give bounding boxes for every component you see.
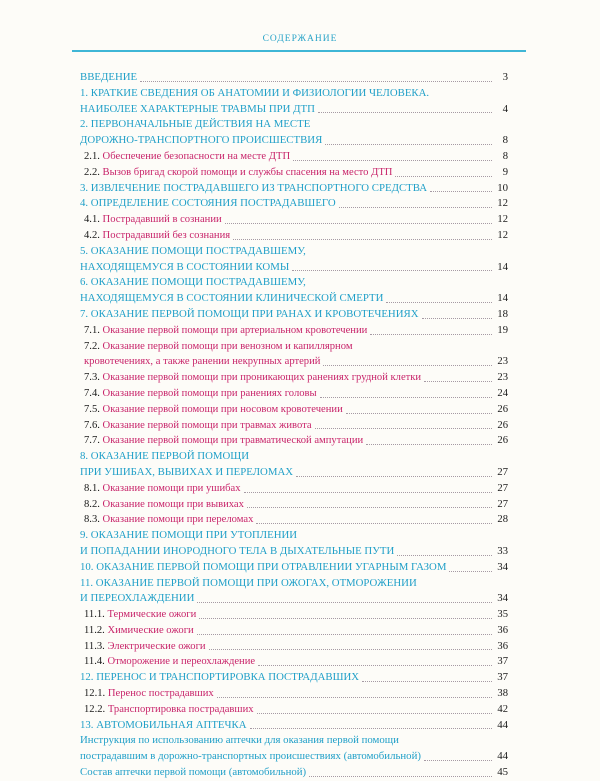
dot-leader — [244, 492, 493, 493]
toc-entry-title: И ПЕРЕОХЛАЖДЕНИИ — [80, 592, 195, 605]
toc-entry-title: ВВЕДЕНИЕ — [80, 71, 138, 83]
toc-entry-title: Инструкция по использованию аптечки для оказания первой помощи — [80, 734, 399, 747]
dot-leader — [309, 776, 492, 777]
toc-entry[interactable] — [80, 576, 508, 608]
toc-entry-page: 44 — [497, 750, 508, 763]
toc-entry-title: Оказание помощи при переломах — [102, 514, 254, 526]
toc-entry-title: Оказание первой помощи при травмах живота — [102, 419, 312, 431]
toc-entry-page: 33 — [497, 544, 508, 557]
toc-entry-title: ПЕРЕНОС И ТРАНСПОРТИРОВКА ПОСТРАДАВШИХ — [96, 671, 360, 684]
dot-leader — [233, 239, 492, 240]
toc-entry[interactable] — [80, 718, 508, 734]
toc-entry-title: И ПОПАДАНИИ ИНОРОДНОГО ТЕЛА В ДЫХАТЕЛЬНЫЕ ПУТИ — [80, 544, 395, 557]
toc-entry-title: НАИБОЛЕЕ ХАРАКТЕРНЫЕ ТРАВМЫ ПРИ ДТП — [80, 102, 315, 115]
dot-leader — [323, 365, 492, 366]
toc-entry[interactable] — [80, 212, 508, 228]
toc-entry-page: 26 — [497, 419, 508, 431]
toc-entry[interactable] — [80, 481, 508, 497]
toc-entry[interactable] — [80, 670, 508, 686]
toc-entry-number: 7.3. — [84, 372, 103, 384]
dot-leader — [258, 665, 492, 666]
toc-entry-page: 44 — [497, 718, 508, 731]
toc-entry-page: 23 — [497, 356, 508, 368]
toc-entry-number: 3. — [80, 181, 91, 194]
toc-entry[interactable] — [80, 607, 508, 623]
dot-leader — [140, 81, 492, 82]
toc-entry[interactable] — [80, 418, 508, 434]
toc-entry-title: Пострадавший в сознании — [102, 214, 222, 226]
toc-entry[interactable] — [80, 686, 508, 702]
toc-entry-title: ОПРЕДЕЛЕНИЕ СОСТОЯНИЯ ПОСТРАДАВШЕГО — [90, 197, 336, 210]
toc-entry-number: 7.2. — [84, 340, 103, 352]
toc-entry[interactable] — [80, 449, 508, 481]
toc-entry-page: 45 — [497, 766, 508, 779]
toc-entry-number: 5. — [80, 244, 91, 257]
toc-entry-title: НАХОДЯЩЕМУСЯ В СОСТОЯНИИ КЛИНИЧЕСКОЙ СМЕРТИ — [80, 292, 384, 305]
toc-entry-title: кровотечениях, а также ранении некрупных артерий — [84, 356, 321, 368]
toc-entry-title: АВТОМОБИЛЬНАЯ АПТЕЧКА — [96, 718, 247, 731]
toc-entry[interactable] — [80, 339, 508, 371]
dot-leader — [217, 697, 492, 698]
toc-entry[interactable] — [80, 560, 508, 576]
toc-entry-number: 6. — [80, 276, 91, 289]
toc-entry-number: 7.7. — [84, 435, 103, 447]
toc-entry-page: 14 — [497, 292, 508, 305]
toc-entry-title: ДОРОЖНО-ТРАНСПОРТНОГО ПРОИСШЕСТВИЯ — [80, 134, 323, 147]
toc-entry-title: ОКАЗАНИЕ ПОМОЩИ ПРИ УТОПЛЕНИИ — [90, 529, 298, 542]
toc-entry-page: 3 — [502, 71, 508, 83]
page-title: СОДЕРЖАНИЕ — [262, 34, 338, 44]
header-rule — [72, 50, 526, 52]
toc-entry-number: 4.2. — [84, 229, 103, 241]
toc-entry-title: ОКАЗАНИЕ ПЕРВОЙ ПОМОЩИ ПРИ ОЖОГАХ, ОТМОРОЖЕНИИ — [95, 576, 417, 589]
toc-entry[interactable] — [80, 702, 508, 718]
toc-entry-title: КРАТКИЕ СВЕДЕНИЯ ОБ АНАТОМИИ И ФИЗИОЛОГИИ ЧЕЛОВЕКА. — [90, 86, 430, 99]
toc-entry[interactable] — [80, 307, 508, 323]
dot-leader — [209, 649, 492, 650]
toc-entry-number: 11.4. — [84, 656, 108, 668]
toc-entry-number: 8.1. — [84, 482, 103, 494]
toc-entry-title: ОКАЗАНИЕ ПЕРВОЙ ПОМОЩИ ПРИ РАНАХ И КРОВОТЕЧЕНИЯХ — [90, 307, 419, 320]
toc-entry-number: 7.4. — [84, 387, 103, 399]
toc-entry-page: 26 — [497, 403, 508, 415]
toc-entry-page: 42 — [497, 703, 508, 715]
toc-entry[interactable] — [80, 86, 508, 118]
toc-entry-page: 34 — [497, 560, 508, 573]
toc-entry[interactable] — [80, 117, 508, 149]
toc-entry-number: 2.1. — [84, 150, 103, 162]
toc-entry-number: 8. — [80, 450, 91, 463]
toc-entry[interactable] — [80, 370, 508, 386]
dot-leader — [422, 318, 492, 319]
dot-leader — [366, 444, 492, 445]
toc-entry[interactable] — [80, 181, 508, 197]
toc-entry[interactable] — [80, 639, 508, 655]
toc-entry-title: Термические ожоги — [107, 609, 197, 621]
dot-leader — [292, 270, 492, 271]
dot-leader — [339, 207, 492, 208]
toc-entry[interactable] — [80, 528, 508, 560]
dot-leader — [370, 334, 492, 335]
toc-entry-title: ОКАЗАНИЕ ПЕРВОЙ ПОМОЩИ — [90, 450, 249, 463]
dot-leader — [199, 618, 492, 619]
toc-entry-page: 24 — [497, 387, 508, 399]
toc-entry[interactable] — [80, 196, 508, 212]
toc-entry[interactable] — [80, 623, 508, 639]
toc-entry[interactable] — [80, 497, 508, 513]
dot-leader — [449, 571, 492, 572]
toc-entry[interactable] — [80, 70, 508, 86]
toc-entry[interactable] — [80, 228, 508, 244]
toc-entry-title: Оказание первой помощи при травматической ампутации — [102, 435, 364, 447]
dot-leader — [386, 302, 492, 303]
toc-entry-number: 9. — [80, 529, 91, 542]
toc-entry-number: 8.2. — [84, 498, 103, 510]
toc-entry-number: 10. — [80, 560, 97, 573]
toc-entry-title: Оказание первой помощи при ранениях головы — [102, 387, 317, 399]
toc-entry-page: 37 — [497, 671, 508, 684]
toc-entry-page: 18 — [497, 307, 508, 320]
toc-entry-number: 7.1. — [84, 324, 103, 336]
toc-entry-number: 4. — [80, 197, 91, 210]
dot-leader — [430, 191, 492, 192]
toc-entry-page: 8 — [502, 134, 508, 147]
toc-entry-number: 7.5. — [84, 403, 103, 415]
toc-entry-number: 12.1. — [84, 688, 108, 700]
toc-entry-page: 8 — [502, 150, 508, 162]
toc-entry-page: 12 — [497, 229, 508, 241]
toc-entry-title: Обеспечение безопасности на месте ДТП — [102, 150, 291, 162]
toc-entry-number: 13. — [80, 718, 97, 731]
dot-leader — [247, 507, 492, 508]
toc-entry-page: 9 — [502, 166, 508, 178]
toc-entry-page: 23 — [497, 372, 508, 384]
toc-entry-title: Электрические ожоги — [107, 640, 206, 652]
toc-entry-page: 12 — [497, 214, 508, 226]
toc-entry-number: 11.1. — [84, 609, 108, 621]
toc-entry-title: Перенос пострадавших — [107, 688, 214, 700]
toc-entry-number: 1. — [80, 86, 91, 99]
toc-entry-page: 10 — [497, 181, 508, 194]
toc-entry-page: 34 — [497, 592, 508, 605]
dot-leader — [325, 144, 492, 145]
toc-entry[interactable] — [80, 386, 508, 402]
toc-entry-page: 37 — [497, 656, 508, 668]
dot-leader — [346, 413, 492, 414]
dot-leader — [293, 160, 492, 161]
toc-entry-number: 2. — [80, 118, 91, 131]
dot-leader — [197, 602, 492, 603]
toc-entry-page: 35 — [497, 609, 508, 621]
toc-entry[interactable] — [80, 765, 508, 781]
toc-entry-title: Химические ожоги — [107, 624, 194, 636]
toc-entry[interactable] — [80, 149, 508, 165]
toc-entry-page: 19 — [497, 324, 508, 336]
toc-entry-page: 26 — [497, 435, 508, 447]
toc-entry-title: ОКАЗАНИЕ ПОМОЩИ ПОСТРАДАВШЕМУ, — [90, 244, 306, 257]
dot-leader — [256, 523, 492, 524]
dot-leader — [395, 176, 492, 177]
toc-entry-number: 7.6. — [84, 419, 103, 431]
toc-entry-page: 36 — [497, 640, 508, 652]
dot-leader — [197, 634, 492, 635]
toc-entry-number: 11.2. — [84, 624, 108, 636]
toc-entry-number: 4.1. — [84, 214, 103, 226]
toc-entry[interactable] — [80, 323, 508, 339]
dot-leader — [424, 760, 492, 761]
dot-leader — [424, 381, 492, 382]
toc-entry-page: 36 — [497, 624, 508, 636]
toc-entry[interactable] — [80, 654, 508, 670]
toc-entry-title: Транспортировка пострадавших — [107, 703, 254, 715]
toc-entry-number: 8.3. — [84, 514, 103, 526]
toc-entry-page: 28 — [497, 514, 508, 526]
toc-entry[interactable] — [80, 244, 508, 276]
toc-entry-page: 14 — [497, 260, 508, 273]
toc-entry-number: 11. — [80, 576, 96, 589]
toc-entry[interactable] — [80, 402, 508, 418]
toc-entry[interactable] — [80, 512, 508, 528]
table-of-contents — [80, 70, 508, 781]
toc-entry-number: 7. — [80, 307, 91, 320]
toc-entry-page: 4 — [502, 102, 508, 115]
toc-entry-title: Оказание помощи при ушибах — [102, 482, 241, 494]
toc-entry-number: 12.2. — [84, 703, 108, 715]
dot-leader — [250, 728, 492, 729]
toc-entry-page: 38 — [497, 688, 508, 700]
toc-entry[interactable] — [80, 433, 508, 449]
toc-entry[interactable] — [80, 733, 508, 765]
toc-entry-number: 2.2. — [84, 166, 103, 178]
dot-leader — [318, 112, 492, 113]
toc-entry-title: ПЕРВОНАЧАЛЬНЫЕ ДЕЙСТВИЯ НА МЕСТЕ — [90, 118, 311, 131]
toc-entry[interactable] — [80, 275, 508, 307]
dot-leader — [320, 397, 492, 398]
toc-entry-title: Оказание первой помощи при проникающих ранениях грудной клетки — [102, 372, 422, 384]
toc-entry-title: Вызов бригад скорой помощи и службы спасения на место ДТП — [102, 166, 393, 178]
toc-entry-title: Отморожение и переохлаждение — [107, 656, 256, 668]
toc-entry-title: Оказание первой помощи при артериальном кровотечении — [102, 324, 368, 336]
toc-entry-page: 12 — [497, 197, 508, 210]
toc-entry[interactable] — [80, 165, 508, 181]
dot-leader — [257, 713, 492, 714]
dot-leader — [397, 555, 492, 556]
toc-entry-title: ПРИ УШИБАХ, ВЫВИХАХ И ПЕРЕЛОМАХ — [80, 465, 294, 478]
dot-leader — [362, 681, 492, 682]
toc-entry-title: ОКАЗАНИЕ ПЕРВОЙ ПОМОЩИ ПРИ ОТРАВЛЕНИИ УГАРНЫМ ГАЗОМ — [96, 560, 447, 573]
toc-entry-title: Оказание первой помощи при носовом кровотечении — [102, 403, 343, 415]
toc-entry-title: Оказание первой помощи при венозном и капиллярном — [102, 340, 353, 352]
toc-entry-title: ОКАЗАНИЕ ПОМОЩИ ПОСТРАДАВШЕМУ, — [90, 276, 306, 289]
dot-leader — [225, 223, 492, 224]
toc-entry-title: Пострадавший без сознания — [102, 229, 231, 241]
toc-entry-title: ИЗВЛЕЧЕНИЕ ПОСТРАДАВШЕГО ИЗ ТРАНСПОРТНОГО СРЕДСТВА — [90, 181, 428, 194]
dot-leader — [315, 428, 492, 429]
toc-entry-title: Состав аптечки первой помощи (автомобильной) — [80, 766, 307, 779]
toc-entry-title: пострадавшим в дорожно-транспортных происшествиях (автомобильной) — [80, 750, 421, 763]
toc-entry-page: 27 — [497, 498, 508, 510]
toc-entry-page: 27 — [497, 482, 508, 494]
toc-entry-number: 11.3. — [84, 640, 108, 652]
toc-entry-number: 12. — [80, 671, 97, 684]
dot-leader — [296, 476, 492, 477]
toc-entry-title: НАХОДЯЩЕМУСЯ В СОСТОЯНИИ КОМЫ — [80, 260, 290, 273]
toc-entry-page: 27 — [497, 465, 508, 478]
toc-entry-title: Оказание помощи при вывихах — [102, 498, 244, 510]
